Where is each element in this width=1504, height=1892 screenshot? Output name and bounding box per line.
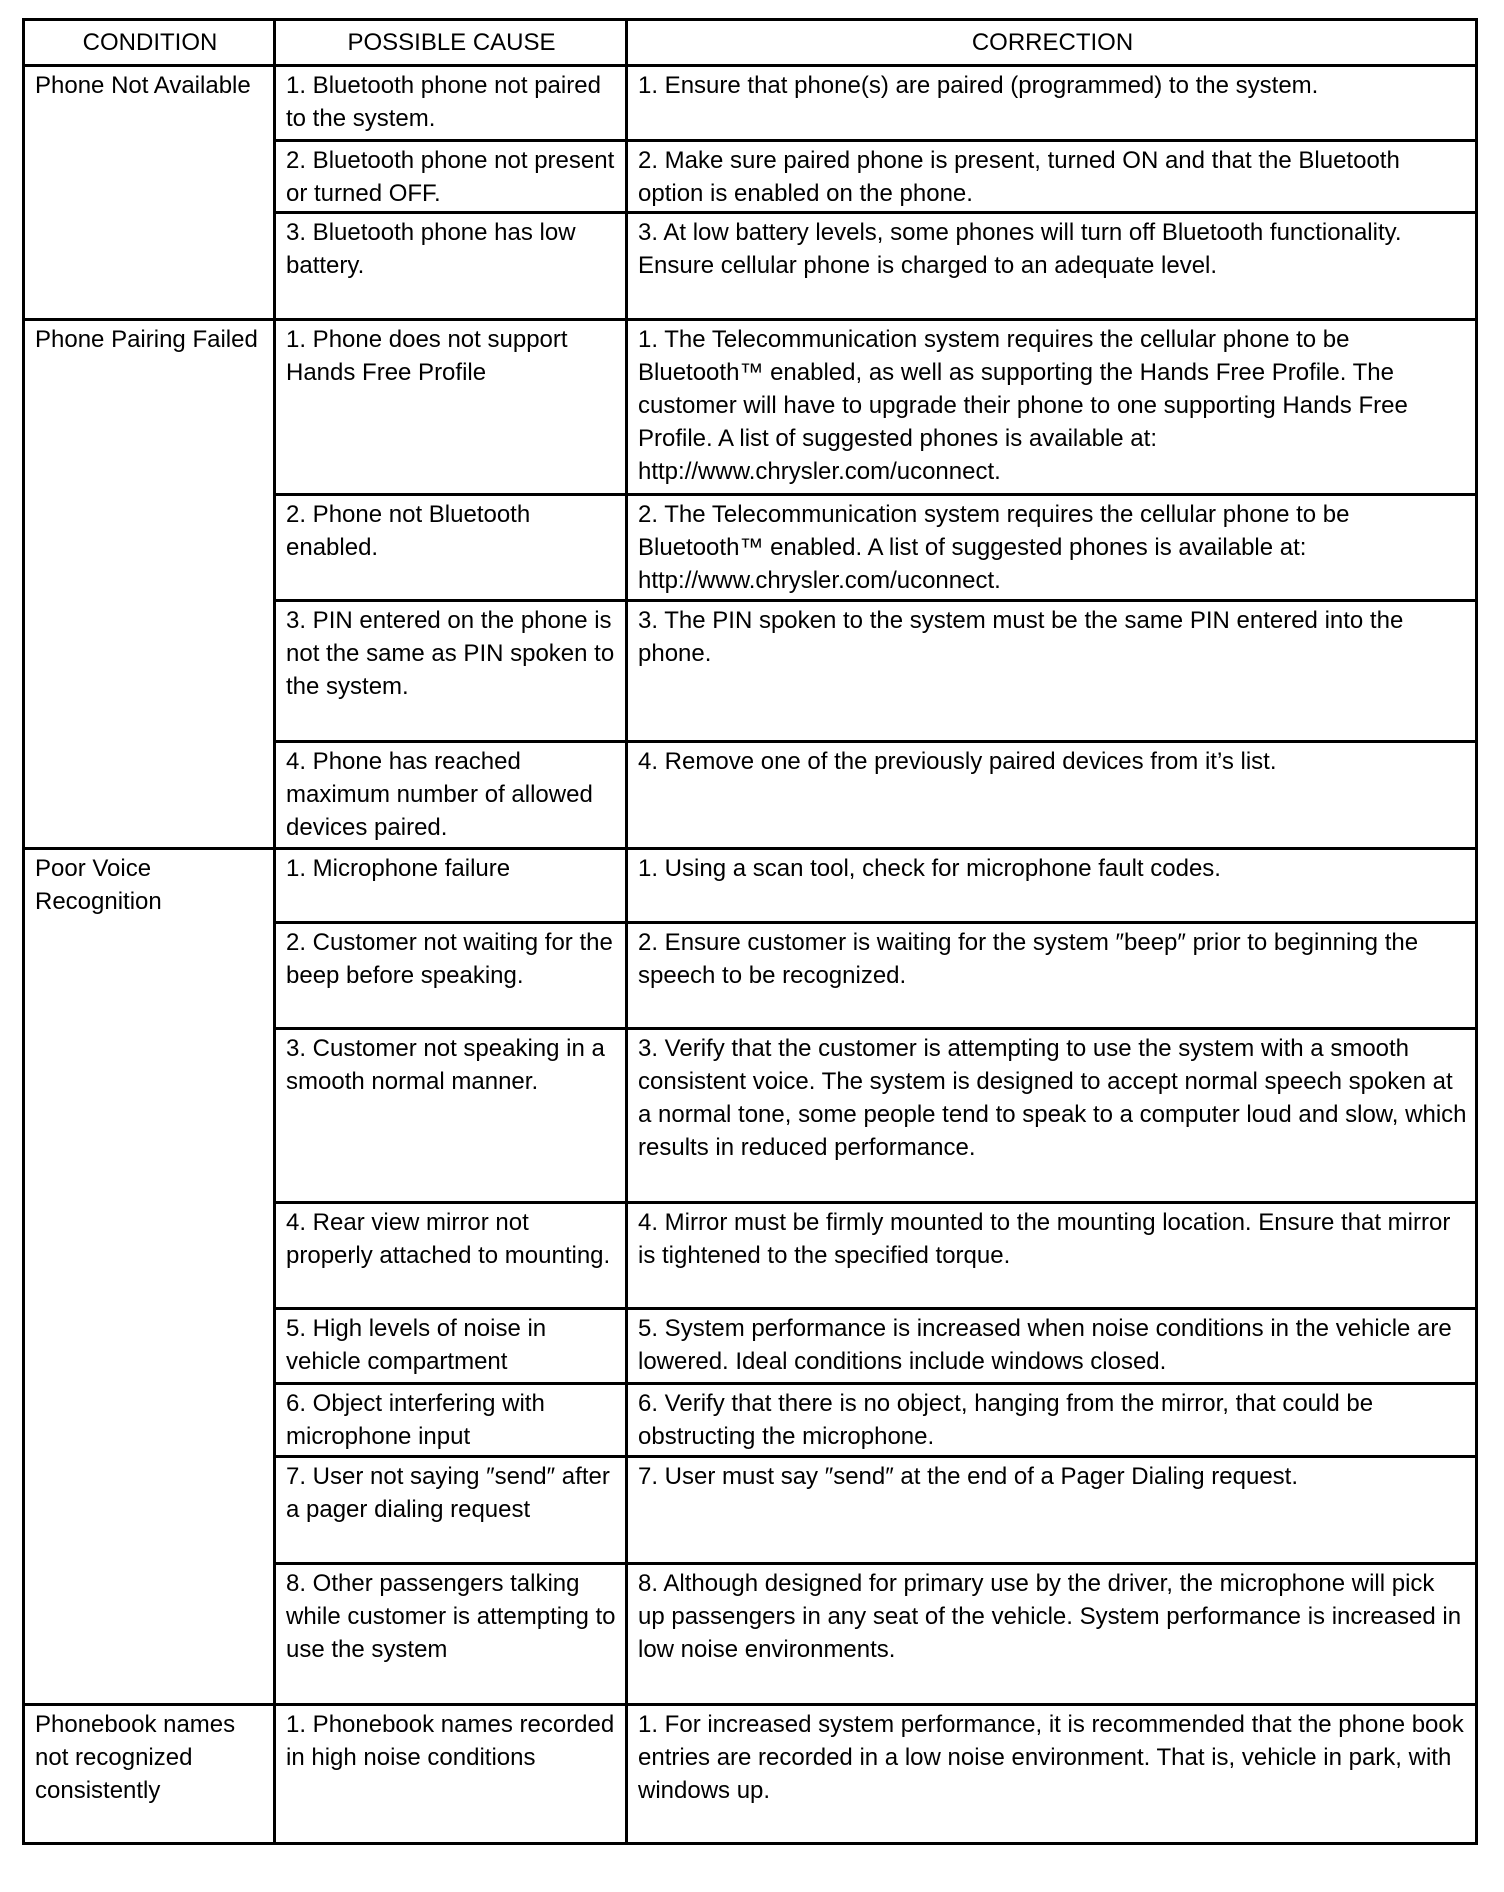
cause-cell: 6. Object interfering with microphone input <box>275 1384 627 1457</box>
correction-cell: 2. The Telecommunication system requires the cellular phone to be Bluetooth™ enabled. A list of suggested phones is available at: http://www.chrysler.com/uconnect. <box>627 495 1477 601</box>
table-row <box>24 849 1477 923</box>
cause-cell: 1. Phone does not support Hands Free Profile <box>275 320 627 495</box>
cause-cell: 2. Customer not waiting for the beep before speaking. <box>275 923 627 1029</box>
condition-cell: Phone Pairing Failed <box>24 320 275 849</box>
condition-cell: Poor Voice Recognition <box>24 849 275 1705</box>
cause-cell: 3. Bluetooth phone has low battery. <box>275 213 627 320</box>
correction-cell: 3. At low battery levels, some phones will turn off Bluetooth functionality. Ensure cellular phone is charged to an adequate level. <box>627 213 1477 320</box>
correction-cell: 7. User must say ″send″ at the end of a Pager Dialing request. <box>627 1457 1477 1564</box>
correction-cell: 5. System performance is increased when noise conditions in the vehicle are lowered. Ideal conditions include windows closed. <box>627 1309 1477 1384</box>
condition-cell: Phonebook names not recognized consistently <box>24 1705 275 1844</box>
cause-cell: 7. User not saying ″send″ after a pager dialing request <box>275 1457 627 1564</box>
cause-cell: 8. Other passengers talking while customer is attempting to use the system <box>275 1564 627 1705</box>
cause-cell: 5. High levels of noise in vehicle compartment <box>275 1309 627 1384</box>
correction-cell: 4. Remove one of the previously paired devices from it’s list. <box>627 742 1477 849</box>
header-correction: CORRECTION <box>627 20 1477 66</box>
cause-cell: 1. Microphone failure <box>275 849 627 923</box>
correction-cell: 2. Make sure paired phone is present, turned ON and that the Bluetooth option is enabled on the phone. <box>627 141 1477 213</box>
correction-cell: 6. Verify that there is no object, hanging from the mirror, that could be obstructing the microphone. <box>627 1384 1477 1457</box>
table-row <box>24 320 1477 495</box>
cause-cell: 2. Phone not Bluetooth enabled. <box>275 495 627 601</box>
correction-cell: 1. For increased system performance, it is recommended that the phone book entries are recorded in a low noise environment. That is, vehicle in park, with windows up. <box>627 1705 1477 1844</box>
table-row <box>24 66 1477 141</box>
correction-cell: 2. Ensure customer is waiting for the system ″beep″ prior to beginning the speech to be recognized. <box>627 923 1477 1029</box>
correction-cell: 3. The PIN spoken to the system must be the same PIN entered into the phone. <box>627 601 1477 742</box>
cause-cell: 3. Customer not speaking in a smooth normal manner. <box>275 1029 627 1203</box>
header-row <box>24 20 1477 66</box>
correction-cell: 3. Verify that the customer is attempting to use the system with a smooth consistent voice. The system is designed to accept normal speech spoken at a normal tone, some people tend to speak to a computer loud and slow, which results in reduced performance. <box>627 1029 1477 1203</box>
cause-cell: 3. PIN entered on the phone is not the same as PIN spoken to the system. <box>275 601 627 742</box>
cause-cell: 2. Bluetooth phone not present or turned OFF. <box>275 141 627 213</box>
condition-cell: Phone Not Available <box>24 66 275 320</box>
cause-cell: 4. Phone has reached maximum number of allowed devices paired. <box>275 742 627 849</box>
troubleshooting-table <box>22 18 1478 1845</box>
correction-cell: 1. Using a scan tool, check for microphone fault codes. <box>627 849 1477 923</box>
cause-cell: 1. Bluetooth phone not paired to the system. <box>275 66 627 141</box>
cause-cell: 4. Rear view mirror not properly attached to mounting. <box>275 1203 627 1309</box>
correction-cell: 1. The Telecommunication system requires the cellular phone to be Bluetooth™ enabled, as well as supporting the Hands Free Profile. The customer will have to upgrade their phone to one supporting Hands Free Profile. A list of suggested phones is available at: http://www.chrysler.com/uconnect. <box>627 320 1477 495</box>
header-condition: CONDITION <box>24 20 275 66</box>
header-possible-cause: POSSIBLE CAUSE <box>275 20 627 66</box>
table-row <box>24 1705 1477 1844</box>
cause-cell: 1. Phonebook names recorded in high noise conditions <box>275 1705 627 1844</box>
correction-cell: 1. Ensure that phone(s) are paired (programmed) to the system. <box>627 66 1477 141</box>
correction-cell: 8. Although designed for primary use by the driver, the microphone will pick up passengers in any seat of the vehicle. System performance is increased in low noise environments. <box>627 1564 1477 1705</box>
correction-cell: 4. Mirror must be firmly mounted to the mounting location. Ensure that mirror is tightened to the specified torque. <box>627 1203 1477 1309</box>
